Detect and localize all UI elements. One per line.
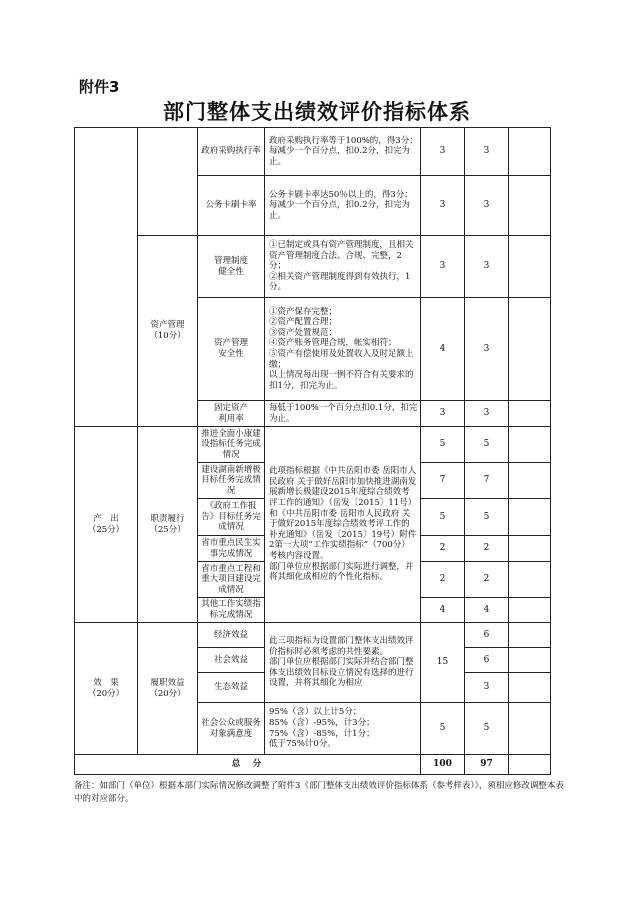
eval-economic: 6 (465, 623, 509, 648)
indicator-duty-6: 其他工作实绩指标完成情况 (198, 598, 265, 623)
remark-cell (509, 298, 551, 401)
indicator-ecological: 生态效益 (198, 673, 265, 703)
score-asset-system: 3 (421, 236, 465, 298)
eval-duty-6: 4 (465, 598, 509, 623)
table-row (75, 427, 551, 463)
indicator-social: 社会效益 (198, 648, 265, 673)
criteria-satisfaction: 95%（含）以上计5分； 85%（含）-95%，计3分； 75%（含）-85%，计1分； 低于75%计0分。 (265, 703, 421, 755)
page-title: 部门整体支出绩效评价指标体系 (163, 100, 471, 124)
remark-cell (509, 401, 551, 427)
eval-duty-5: 2 (465, 562, 509, 598)
eval-duty-1: 5 (465, 427, 509, 463)
indicator-duty-3: 《政府工作报告》目标任务完成情况 (198, 499, 265, 536)
eval-duty-2: 7 (465, 463, 509, 499)
criteria-asset-system: ①已制定或具有资产管理制度，且相关资产管理制度合法、合规、完整，2分； ②相关资产管理制度得到有效执行，1分。 (265, 236, 421, 298)
score-asset-safety: 4 (421, 298, 465, 401)
eval-ecological: 3 (465, 673, 509, 703)
indicator-economic: 经济效益 (198, 623, 265, 648)
eval-asset-system: 3 (465, 236, 509, 298)
footnote: 备注：如部门（单位）根据本部门实际情况修改调整了附件3《部门整体支出绩效评价指标体系（参考样表）》，须相应修改调整本表中的对应部分。 (74, 781, 564, 804)
group-effect: 效 果 （20分） (75, 623, 138, 755)
indicator-duty-1: 推进全面小康建设指标任务完成情况 (198, 427, 265, 463)
score-duty-5: 2 (421, 562, 465, 598)
remark-cell (509, 427, 551, 463)
criteria-fixed-asset: 每低于100%一个百分点扣0.1分，扣完为止。 (265, 401, 421, 427)
table-row (75, 236, 551, 298)
eval-fixed-asset: 3 (465, 401, 509, 427)
remark-cell (509, 463, 551, 499)
indicator-table (74, 127, 551, 775)
criteria-benefit: 此三项指标为设置部门整体支出绩效评价指标时必须考虑的共性要素。 部门单位应根据部门实际并结合部门整体支出绩效目标设立情况有选择的进行设置，并将其细化为相应 (265, 623, 421, 703)
total-eval: 97 (465, 755, 509, 775)
criteria-duty: 此项指标根据《中共岳阳市委 岳阳市人民政府 关于做好岳阳市加快推进湖南发展新增长极建设2015年度综合绩效考评工作的通知》（岳发〔2015〕11号）和《中共岳阳市委 岳阳市人民政府 关于做好2015年度综合绩效考评工作的补充通知》（岳发〔2015〕19号）附件2第一大项“工作实绩指标”（700分）考核内容设置。 部门单位应根据部门实际进行调整，并将其细化成相应的个性化指标。 (265, 427, 421, 623)
total-label: 总 分 (75, 755, 421, 775)
score-fixed-asset: 3 (421, 401, 465, 427)
score-card-rate: 3 (421, 176, 465, 236)
remark-cell (509, 562, 551, 598)
score-duty-6: 4 (421, 598, 465, 623)
total-score: 100 (421, 755, 465, 775)
remark-cell (509, 176, 551, 236)
indicator-fixed-asset: 固定资产 利用率 (198, 401, 265, 427)
indicator-procurement-rate: 政府采购执行率 (198, 128, 265, 176)
remark-cell (509, 623, 551, 648)
criteria-asset-safety: ①资产保存完整； ②资产配置合理； ③资产处置规范； ④资产账务管理合规，帐实相符； ⑤资产有偿使用及处置收入及时足额上缴； 以上情况每出现一例不符合有关要求的扣1分，扣完为止。 (265, 298, 421, 401)
criteria-procurement-rate: 政府采购执行率等于100%的，得3分； 每减少一个百分点，扣0.2分，扣完为止。 (265, 128, 421, 176)
indicator-duty-4: 省市重点民生实事完成情况 (198, 536, 265, 562)
criteria-card-rate: 公务卡刷卡率达50％以上的，得3分； 每减少一个百分点，扣0.2分，扣完为止。 (265, 176, 421, 236)
indicator-satisfaction: 社会公众或服务对象满意度 (198, 703, 265, 755)
eval-asset-safety: 3 (465, 298, 509, 401)
group-duty: 职责履行 （25分） (138, 427, 198, 623)
eval-social: 6 (465, 648, 509, 673)
score-duty-4: 2 (421, 536, 465, 562)
remark-cell (509, 536, 551, 562)
table-row-total (75, 755, 551, 775)
eval-duty-3: 5 (465, 499, 509, 536)
remark-cell (509, 236, 551, 298)
annex-label: 附件3 (79, 78, 120, 96)
group-output: 产 出 （25分） (75, 427, 138, 623)
remark-cell (509, 673, 551, 703)
indicator-duty-5: 省市重点工程和重大项目建设完成情况 (198, 562, 265, 598)
remark-cell (509, 598, 551, 623)
group-benefit: 履职效益 （20分） (138, 623, 198, 755)
remark-cell (509, 703, 551, 755)
indicator-card-rate: 公务卡刷卡率 (198, 176, 265, 236)
remark-cell (509, 128, 551, 176)
score-duty-2: 7 (421, 463, 465, 499)
eval-procurement-rate: 3 (465, 128, 509, 176)
remark-cell (509, 755, 551, 775)
table-row (75, 128, 551, 176)
eval-satisfaction: 5 (465, 703, 509, 755)
remark-cell (509, 648, 551, 673)
group-asset-management: 资产管理 （10分） (138, 236, 198, 427)
level2-cell (138, 128, 198, 236)
level1-cell (75, 128, 138, 427)
score-procurement-rate: 3 (421, 128, 465, 176)
remark-cell (509, 499, 551, 536)
indicator-asset-system: 管理制度 健全性 (198, 236, 265, 298)
indicator-asset-safety: 资产管理 安全性 (198, 298, 265, 401)
indicator-duty-2: 建设湖南新增极目标任务完成情况 (198, 463, 265, 499)
score-benefit: 15 (421, 623, 465, 703)
eval-duty-4: 2 (465, 536, 509, 562)
score-satisfaction: 5 (421, 703, 465, 755)
eval-card-rate: 3 (465, 176, 509, 236)
score-duty-1: 5 (421, 427, 465, 463)
score-duty-3: 5 (421, 499, 465, 536)
table-row (75, 623, 551, 648)
